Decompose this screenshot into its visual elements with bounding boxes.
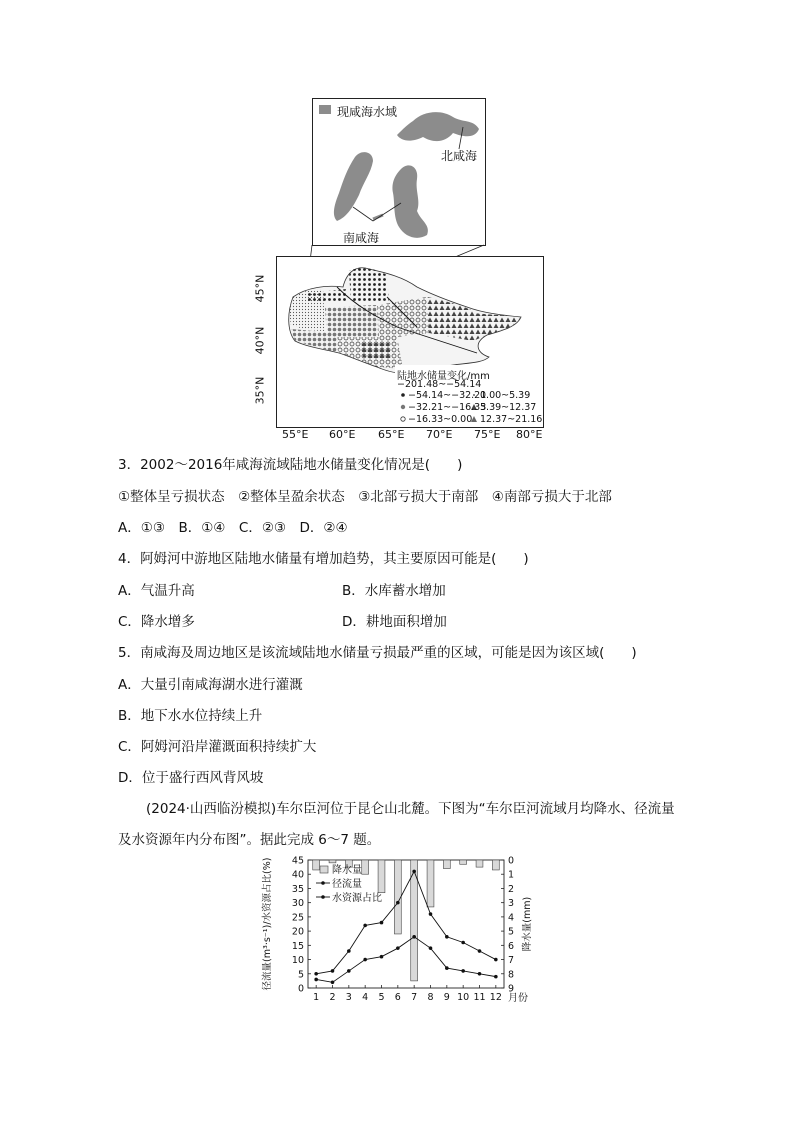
legend-water-share-marker xyxy=(321,895,325,899)
inset-legend-label: 现咸海水域 xyxy=(337,105,398,119)
water-share-point xyxy=(494,975,498,979)
lat-label-45: 45°N xyxy=(253,274,267,303)
water-share-point xyxy=(478,972,482,976)
q4-option-c: C．降水增多 xyxy=(118,614,195,630)
runoff-point xyxy=(380,921,384,925)
lat-label-35: 35°N xyxy=(253,376,267,405)
q5-option-c: C．阿姆河沿岸灌溉面积持续扩大 xyxy=(118,739,317,755)
inset-connector-lines xyxy=(0,0,794,300)
precip-bar xyxy=(378,860,385,893)
y-axis-right-label: 降水量(mm) xyxy=(522,896,533,952)
left-tick-label: 15 xyxy=(291,940,304,952)
water-share-point xyxy=(314,978,318,982)
legend-symbol-2 xyxy=(401,393,405,397)
water-share-point xyxy=(347,969,351,973)
left-tick-label: 30 xyxy=(291,898,304,910)
zone-gain-far-east xyxy=(473,313,521,341)
runoff-point xyxy=(396,901,400,905)
q5-option-b: B．地下水水位持续上升 xyxy=(118,708,263,724)
right-tick-label: 8 xyxy=(508,969,515,981)
x-tick-label: 8 xyxy=(427,992,434,1003)
right-tick-label: 0 xyxy=(508,855,515,867)
precip-bar xyxy=(476,860,483,867)
x-tick-label: 3 xyxy=(345,992,352,1003)
left-tick-label: 0 xyxy=(297,983,304,995)
q3-stem: 3．2002～2016年咸海流域陆地水储量变化情况是( ) xyxy=(118,457,463,473)
map-legend-item-1: −201.48~−54.14 xyxy=(397,379,482,390)
lon-label-80: 80°E xyxy=(516,428,543,441)
right-tick-label: 6 xyxy=(508,940,515,952)
map-legend-item-3: −32.21~−16.33 xyxy=(408,402,487,413)
left-tick-label: 5 xyxy=(297,969,304,981)
water-share-point xyxy=(461,969,465,973)
q3-options: A．①③ B．①④ C．②③ D．②④ xyxy=(118,520,348,536)
intro-line-1: (2024·山西临汾模拟)车尔臣河位于昆仑山北麓。下图为“车尔臣河流域月均降水、径流量 xyxy=(146,801,675,817)
right-tick-label: 9 xyxy=(508,983,515,995)
q4-stem: 4．阿姆河中游地区陆地水储量有增加趋势，其主要原因可能是( ) xyxy=(118,551,529,567)
x-tick-label: 1 xyxy=(313,992,320,1003)
left-tick-label: 45 xyxy=(291,855,304,867)
right-tick-label: 2 xyxy=(508,883,515,895)
y-axis-left-label: 径流量(m³·s⁻¹)/水资源占比(%) xyxy=(262,857,273,991)
q3-statements: ①整体呈亏损状态 ②整体呈盈余状态 ③北部亏损大于南部 ④南部亏损大于北部 xyxy=(118,489,612,505)
water-share-point xyxy=(363,958,367,962)
water-share-point xyxy=(331,981,335,985)
legend-symbol-3 xyxy=(401,405,405,409)
q4-option-d: D．耕地面积增加 xyxy=(342,614,447,630)
runoff-point xyxy=(429,912,433,916)
lon-label-70: 70°E xyxy=(426,428,453,441)
zone-moderate-loss xyxy=(325,305,379,337)
legend-precip-swatch xyxy=(320,866,328,873)
right-tick-label: 4 xyxy=(508,912,515,924)
map-legend-item-2: −54.14~−32.21 xyxy=(408,390,487,401)
q5-option-d: D．位于盛行西风背风坡 xyxy=(118,770,264,786)
left-tick-label: 35 xyxy=(291,883,304,895)
zone-moderate-loss-south xyxy=(291,329,339,353)
water-share-point xyxy=(396,946,400,950)
water-share-point xyxy=(380,955,384,959)
q4-option-a: A．气温升高 xyxy=(118,583,195,599)
x-tick-label: 7 xyxy=(411,992,418,1003)
right-tick-label: 7 xyxy=(508,955,515,967)
right-tick-label: 3 xyxy=(508,898,515,910)
precip-bar xyxy=(460,860,467,864)
map-legend-item-4: −16.33~0.00 xyxy=(408,414,473,425)
lat-label-40: 40°N xyxy=(253,326,267,355)
x-tick-label: 4 xyxy=(362,992,369,1003)
intro-line-2: 及水资源年内分布图”。据此完成 6～7 题。 xyxy=(118,832,381,848)
x-tick-label: 11 xyxy=(473,992,486,1003)
left-tick-label: 10 xyxy=(291,955,304,967)
basin-water-storage-map xyxy=(276,256,544,428)
legend-precip-label: 降水量 xyxy=(332,865,362,876)
lon-label-60: 60°E xyxy=(329,428,356,441)
precip-bar xyxy=(313,860,320,870)
lon-label-75: 75°E xyxy=(474,428,501,441)
legend-water-share-label: 水资源占比 xyxy=(332,893,382,904)
map-legend-title: 陆地水储量变化/mm xyxy=(397,371,490,382)
precip-bar xyxy=(443,860,450,869)
water-share-point xyxy=(429,946,433,950)
left-tick-label: 20 xyxy=(291,926,304,938)
x-axis-label: 月份 xyxy=(508,993,528,1004)
runoff-point xyxy=(314,972,318,976)
lon-label-65: 65°E xyxy=(378,428,405,441)
legend-runoff-marker xyxy=(321,881,325,885)
x-tick-label: 5 xyxy=(378,992,385,1003)
precip-bar xyxy=(492,860,499,870)
x-tick-label: 10 xyxy=(457,992,470,1003)
north-aral-label: 北咸海 xyxy=(441,149,478,163)
precip-bar xyxy=(427,860,434,907)
precip-bar xyxy=(329,860,336,863)
water-share-point xyxy=(445,966,449,970)
runoff-point xyxy=(494,958,498,962)
south-aral-label: 南咸海 xyxy=(343,231,380,245)
runoff-point xyxy=(363,924,367,928)
precip-bar xyxy=(394,860,401,934)
right-tick-label: 1 xyxy=(508,869,515,881)
runoff-point xyxy=(478,949,482,953)
runoff-point xyxy=(347,949,351,953)
map-legend-item-6: 5.39~12.37 xyxy=(480,402,537,413)
right-tick-label: 5 xyxy=(508,926,515,938)
runoff-point xyxy=(412,870,416,874)
x-tick-label: 9 xyxy=(443,992,450,1003)
map-legend-item-5: 0.00~5.39 xyxy=(480,390,531,401)
water-share-line xyxy=(316,937,496,983)
runoff-precip-chart xyxy=(258,852,548,1018)
runoff-point xyxy=(445,935,449,939)
x-tick-label: 12 xyxy=(489,992,502,1003)
zone-heavy-loss-center xyxy=(349,268,389,303)
q4-option-b: B．水库蓄水增加 xyxy=(342,583,446,599)
x-tick-label: 2 xyxy=(329,992,336,1003)
runoff-point xyxy=(331,969,335,973)
legend-runoff-label: 径流量 xyxy=(332,879,362,890)
runoff-point xyxy=(461,941,465,945)
left-tick-label: 25 xyxy=(291,912,304,924)
q5-option-a: A．大量引南咸海湖水进行灌溉 xyxy=(118,677,303,693)
water-share-point xyxy=(412,935,416,939)
q5-stem: 5．南咸海及周边地区是该流域陆地水储量亏损最严重的区域，可能是因为该区域( ) xyxy=(118,645,637,661)
precip-bar xyxy=(362,860,369,874)
left-tick-label: 40 xyxy=(291,869,304,881)
x-tick-label: 6 xyxy=(394,992,401,1003)
map-legend-item-7: 12.37~21.16 xyxy=(480,414,543,425)
lon-label-55: 55°E xyxy=(282,428,309,441)
